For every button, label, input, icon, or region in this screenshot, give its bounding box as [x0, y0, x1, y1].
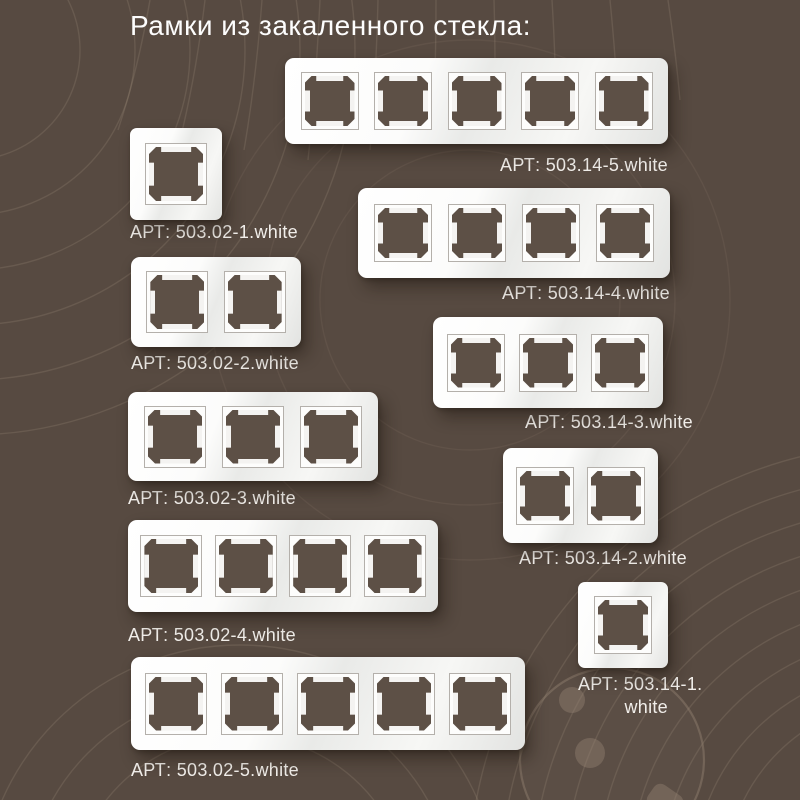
glass-frame-1gang [578, 582, 668, 668]
product-503-02-5 [131, 657, 525, 781]
module-window [596, 204, 654, 262]
module-window [594, 596, 652, 654]
module-window [373, 673, 435, 735]
product-503-14-3 [433, 317, 693, 433]
fixing-tab-bottom [237, 726, 267, 731]
fixing-tab-bottom [316, 121, 344, 126]
fixing-tab-bottom [463, 121, 491, 126]
article-label-line2: white [624, 697, 668, 717]
article-label: АРТ: 503.14-3.white [525, 412, 693, 432]
module-window [222, 406, 284, 468]
fixing-tab-left [451, 352, 456, 373]
fixing-tab-top [316, 410, 346, 415]
module-window [591, 334, 649, 392]
fixing-tab-top [534, 338, 562, 343]
module-window [146, 271, 208, 333]
fixing-tab-right [496, 352, 501, 373]
fixing-tab-bottom [536, 121, 564, 126]
fixing-tab-bottom [316, 459, 346, 464]
fixing-tab-left [452, 91, 457, 112]
fixing-tab-top [609, 600, 637, 605]
fixing-tab-left [523, 352, 528, 373]
fixing-tab-top [606, 338, 634, 343]
module-window [587, 467, 645, 525]
fixing-tab-left [599, 91, 604, 112]
fixing-tab-right [350, 91, 355, 112]
article-label [578, 673, 703, 719]
fixing-tab-bottom [610, 121, 638, 126]
fixing-tab-left [595, 352, 600, 373]
fixing-tab-left [304, 425, 309, 448]
window-cutout [228, 275, 282, 329]
fixing-tab-right [568, 352, 573, 373]
article-label: АРТ: 503.02-1.white [130, 222, 298, 242]
fixing-tab-top [240, 275, 270, 280]
fixing-tab-right [277, 291, 282, 314]
window-cutout [225, 677, 279, 731]
fixing-tab-top [389, 76, 417, 81]
fixing-tab-bottom [157, 588, 187, 593]
fixing-tab-bottom [380, 588, 410, 593]
article-label: АРТ: 503.02-4.white [128, 625, 296, 645]
fixing-tab-bottom [537, 253, 565, 258]
module-window [224, 271, 286, 333]
product-503-14-4 [358, 188, 670, 304]
window-cutout [377, 677, 431, 731]
fixing-tab-left [452, 223, 457, 244]
module-window [447, 334, 505, 392]
window-cutout [149, 147, 203, 201]
fixing-tab-right [199, 291, 204, 314]
module-window [595, 72, 653, 130]
module-window [145, 143, 207, 205]
fixing-tab-left [378, 91, 383, 112]
fixing-tab-left [378, 223, 383, 244]
fixing-tab-bottom [240, 324, 270, 329]
module-window [144, 406, 206, 468]
fixing-tab-right [426, 692, 431, 715]
fixing-tab-right [274, 692, 279, 715]
fixing-tab-left [368, 555, 373, 578]
fixing-tab-top [463, 208, 491, 213]
product-503-14-5 [285, 58, 668, 176]
fixing-tab-right [497, 91, 502, 112]
window-cutout [149, 677, 203, 731]
product-503-02-4 [128, 520, 438, 646]
fixing-tab-left [525, 91, 530, 112]
module-window [448, 72, 506, 130]
fixing-tab-left [226, 425, 231, 448]
fixing-tab-right [570, 91, 575, 112]
fixing-tab-top [463, 76, 491, 81]
module-window [516, 467, 574, 525]
fixing-tab-left [598, 615, 603, 636]
fixing-tab-right [640, 352, 645, 373]
window-cutout [452, 208, 502, 258]
window-cutout [378, 76, 428, 126]
window-cutout [219, 539, 273, 593]
fixing-tab-top [531, 471, 559, 476]
fixing-tab-bottom [389, 726, 419, 731]
glass-frame-5gang [285, 58, 668, 144]
module-window [521, 72, 579, 130]
glass-frame-5gang [131, 657, 525, 750]
window-cutout [301, 677, 355, 731]
fixing-tab-left [600, 223, 605, 244]
fixing-tab-left [148, 425, 153, 448]
fixing-tab-top [536, 76, 564, 81]
fixing-tab-left [144, 555, 149, 578]
glass-frame-2gang [131, 257, 301, 347]
fixing-tab-right [268, 555, 273, 578]
module-window [140, 535, 202, 597]
glass-frame-3gang [128, 392, 378, 481]
fixing-tab-left [526, 223, 531, 244]
fixing-tab-left [150, 291, 155, 314]
article-label: АРТ: 503.02-2.white [131, 353, 299, 373]
product-503-14-2 [503, 448, 687, 569]
fixing-tab-left [149, 692, 154, 715]
fixing-tab-top [313, 677, 343, 682]
module-window [215, 535, 277, 597]
fixing-tab-top [389, 677, 419, 682]
article-label: АРТ: 503.14-5.white [500, 155, 668, 175]
product-503-02-3 [128, 392, 378, 509]
fixing-tab-right [198, 163, 203, 186]
window-cutout [523, 338, 573, 388]
fixing-tab-bottom [160, 459, 190, 464]
window-cutout [144, 539, 198, 593]
fixing-tab-right [423, 223, 428, 244]
fixing-tab-right [417, 555, 422, 578]
product-503-02-1 [130, 128, 298, 243]
glass-frame-4gang [358, 188, 670, 278]
fixing-tab-top [231, 539, 261, 544]
window-cutout [293, 539, 347, 593]
glass-frame-4gang [128, 520, 438, 612]
product-503-14-1 [578, 582, 703, 719]
fixing-tab-right [636, 485, 641, 506]
window-cutout [525, 76, 575, 126]
module-window [449, 673, 511, 735]
fixing-tab-left [301, 692, 306, 715]
module-window [522, 204, 580, 262]
fixing-tab-top [160, 410, 190, 415]
fixing-tab-top [162, 275, 192, 280]
fixing-tab-left [149, 163, 154, 186]
fixing-tab-bottom [531, 516, 559, 521]
module-window [448, 204, 506, 262]
fixing-tab-bottom [534, 383, 562, 388]
product-503-02-2 [131, 257, 301, 374]
fixing-tab-top [238, 410, 268, 415]
fixing-tab-top [389, 208, 417, 213]
fixing-tab-right [342, 555, 347, 578]
fixing-tab-bottom [162, 324, 192, 329]
window-cutout [451, 338, 501, 388]
window-cutout [150, 275, 204, 329]
fixing-tab-top [157, 539, 187, 544]
fixing-tab-bottom [602, 516, 630, 521]
module-window [145, 673, 207, 735]
fixing-tab-top [610, 76, 638, 81]
window-cutout [591, 471, 641, 521]
fixing-tab-bottom [238, 459, 268, 464]
fixing-tab-right [644, 91, 649, 112]
window-cutout [378, 208, 428, 258]
window-cutout [595, 338, 645, 388]
window-cutout [526, 208, 576, 258]
fixing-tab-top [380, 539, 410, 544]
page-title: Рамки из закаленного стекла: [130, 10, 532, 41]
fixing-tab-bottom [305, 588, 335, 593]
article-label-line1: АРТ: 503.14-1. [578, 674, 703, 694]
fixing-tab-right [198, 692, 203, 715]
fixing-tab-left [377, 692, 382, 715]
fixing-tab-bottom [161, 196, 191, 201]
fixing-tab-right [423, 91, 428, 112]
window-cutout [368, 539, 422, 593]
fixing-tab-bottom [389, 121, 417, 126]
fixing-tab-right [350, 692, 355, 715]
fixing-tab-bottom [462, 383, 490, 388]
article-label: АРТ: 503.02-5.white [131, 760, 299, 780]
fixing-tab-top [237, 677, 267, 682]
fixing-tab-bottom [606, 383, 634, 388]
window-cutout [600, 208, 650, 258]
fixing-tab-right [353, 425, 358, 448]
window-cutout [304, 410, 358, 464]
window-cutout [599, 76, 649, 126]
fixing-tab-left [228, 291, 233, 314]
fixing-tab-top [161, 677, 191, 682]
fixing-tab-top [602, 471, 630, 476]
fixing-tab-right [275, 425, 280, 448]
fixing-tab-left [520, 485, 525, 506]
module-window [297, 673, 359, 735]
fixing-tab-top [316, 76, 344, 81]
glass-frame-2gang [503, 448, 658, 543]
module-window [301, 72, 359, 130]
window-cutout [520, 471, 570, 521]
module-window [221, 673, 283, 735]
window-cutout [305, 76, 355, 126]
fixing-tab-right [502, 692, 507, 715]
module-window [364, 535, 426, 597]
window-cutout [452, 76, 502, 126]
article-label: АРТ: 503.14-2.white [519, 548, 687, 568]
fixing-tab-bottom [161, 726, 191, 731]
fixing-tab-top [611, 208, 639, 213]
fixing-tab-right [497, 223, 502, 244]
fixing-tab-bottom [609, 645, 637, 650]
window-cutout [453, 677, 507, 731]
fixing-tab-bottom [463, 253, 491, 258]
fixing-tab-right [193, 555, 198, 578]
fixing-tab-bottom [389, 253, 417, 258]
fixing-tab-left [305, 91, 310, 112]
fixing-tab-top [537, 208, 565, 213]
module-window [289, 535, 351, 597]
fixing-tab-right [643, 615, 648, 636]
module-window [519, 334, 577, 392]
fixing-tab-bottom [611, 253, 639, 258]
fixing-tab-left [293, 555, 298, 578]
fixing-tab-left [219, 555, 224, 578]
window-cutout [226, 410, 280, 464]
module-window [374, 72, 432, 130]
fixing-tab-left [225, 692, 230, 715]
fixing-tab-bottom [231, 588, 261, 593]
fixing-tab-left [453, 692, 458, 715]
fixing-tab-top [465, 677, 495, 682]
window-cutout [148, 410, 202, 464]
glass-frame-1gang [130, 128, 222, 220]
fixing-tab-bottom [313, 726, 343, 731]
fixing-tab-left [591, 485, 596, 506]
glass-frame-3gang [433, 317, 663, 408]
fixing-tab-right [197, 425, 202, 448]
fixing-tab-right [571, 223, 576, 244]
fixing-tab-right [645, 223, 650, 244]
module-window [374, 204, 432, 262]
article-label: АРТ: 503.14-4.white [502, 283, 670, 303]
window-cutout [598, 600, 648, 650]
fixing-tab-bottom [465, 726, 495, 731]
module-window [300, 406, 362, 468]
article-label: АРТ: 503.02-3.white [128, 488, 296, 508]
fixing-tab-top [161, 147, 191, 152]
fixing-tab-top [462, 338, 490, 343]
fixing-tab-right [565, 485, 570, 506]
fixing-tab-top [305, 539, 335, 544]
